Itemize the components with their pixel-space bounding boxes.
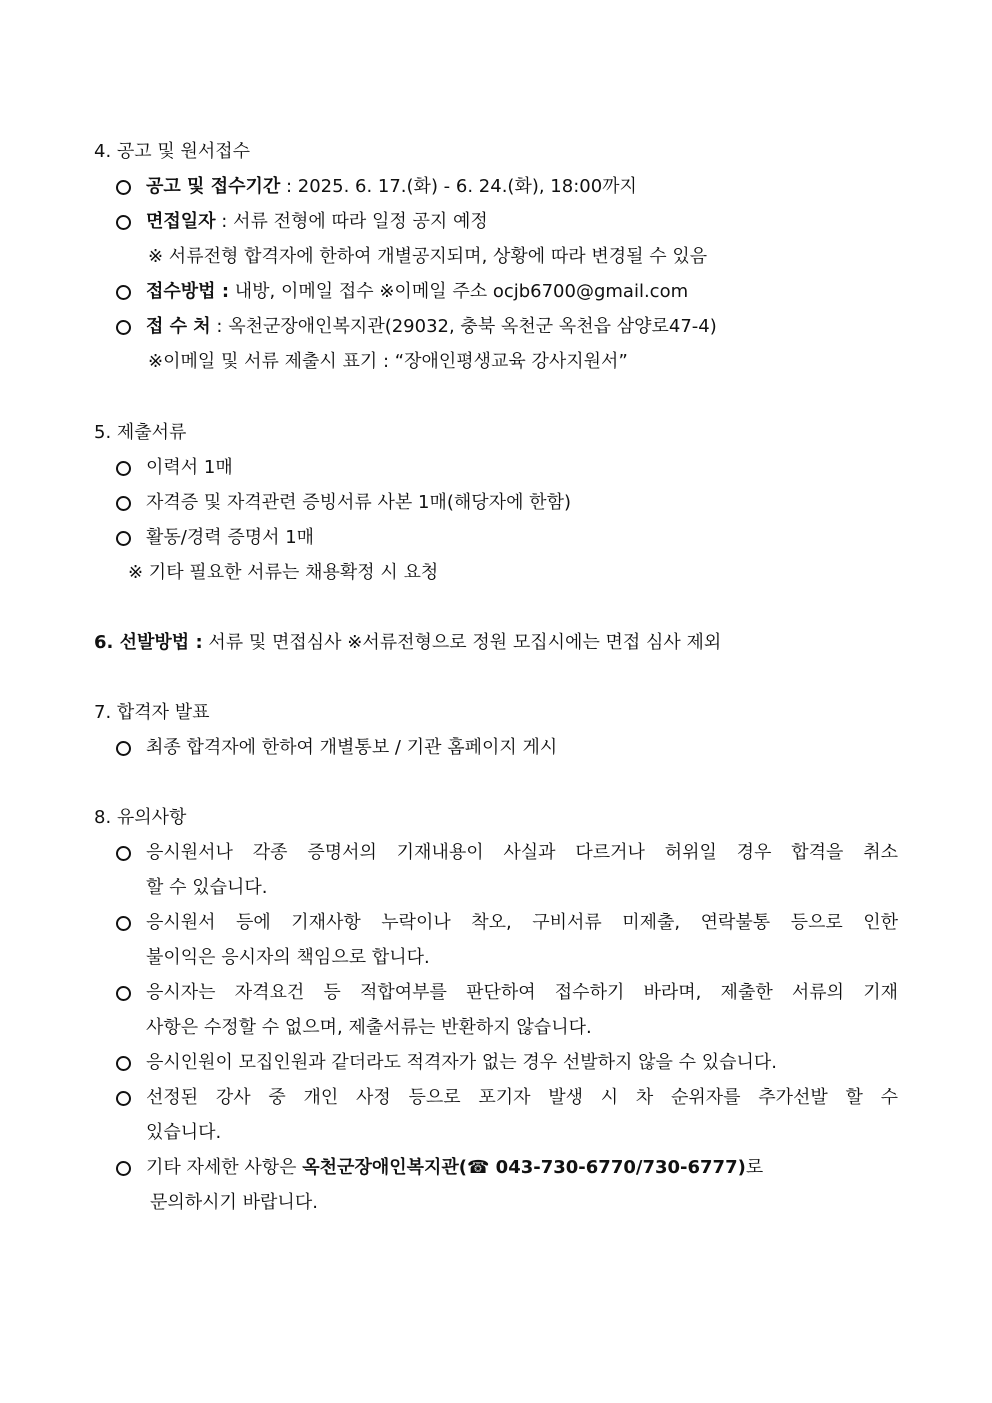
section-7-title: 7. 합격자 발표: [94, 702, 210, 723]
circle-bullet-icon: [114, 1052, 132, 1074]
doc-item-2: 자격증 및 자격관련 증빙서류 사본 1매(해당자에 한함): [146, 492, 571, 513]
place-label: 접 수 처: [146, 316, 211, 337]
notice-5-line-2: 있습니다.: [146, 1122, 222, 1143]
notice-6-line-1: [146, 1157, 763, 1179]
interview-row: [146, 211, 488, 233]
method-label: 접수방법 :: [146, 281, 230, 302]
circle-bullet-icon: [114, 211, 132, 233]
section-6-value: 서류 및 면접심사 ※서류전형으로 정원 모집시에는 면접 심사 제외: [202, 632, 722, 653]
section-8-title: 8. 유의사항: [94, 807, 187, 828]
interview-note: ※ 서류전형 합격자에 한하여 개별공지되며, 상황에 따라 변경될 수 있음: [148, 246, 708, 267]
period-row: [146, 176, 637, 198]
period-label: 공고 및 접수기간: [146, 176, 281, 197]
notice-6-prefix: 기타 자세한 사항은: [146, 1157, 303, 1178]
doc-item-1: 이력서 1매: [146, 457, 233, 478]
section-5-title: 5. 제출서류: [94, 422, 187, 443]
contact-info: 옥천군장애인복지관(☎ 043-730-6770/730-6777): [302, 1157, 746, 1178]
circle-bullet-icon: [114, 457, 132, 479]
notice-1-line-2: 할 수 있습니다.: [146, 877, 268, 898]
circle-bullet-icon: [114, 737, 132, 759]
circle-bullet-icon: [114, 842, 132, 864]
circle-bullet-icon: [114, 492, 132, 514]
notice-4: 응시인원이 모집인원과 같더라도 적격자가 없는 경우 선발하지 않을 수 있습니다.: [146, 1052, 778, 1073]
doc-note: ※ 기타 필요한 서류는 채용확정 시 요청: [128, 562, 439, 583]
notice-3-line-1: 응시자는 자격요건 등 적합여부를 판단하여 접수하기 바라며, 제출한 서류의 기재: [146, 982, 898, 1003]
interview-label: 면접일자: [146, 211, 216, 232]
section-4-title: 4. 공고 및 원서접수: [94, 141, 251, 162]
circle-bullet-icon: [114, 527, 132, 549]
circle-bullet-icon: [114, 281, 132, 303]
notice-6-line-2: 문의하시기 바랍니다.: [150, 1192, 318, 1213]
place-row: [146, 316, 717, 338]
section-6-title: 6. 선발방법 :: [94, 632, 203, 653]
notice-1-line-1: 응시원서나 각종 증명서의 기재내용이 사실과 다르거나 허위일 경우 합격을 취소: [146, 842, 898, 863]
notice-3-line-2: 사항은 수정할 수 없으며, 제출서류는 반환하지 않습니다.: [146, 1017, 592, 1038]
circle-bullet-icon: [114, 176, 132, 198]
circle-bullet-icon: [114, 982, 132, 1004]
circle-bullet-icon: [114, 1087, 132, 1109]
section-6-row: [94, 632, 721, 654]
period-value: : 2025. 6. 17.(화) - 6. 24.(화), 18:00까지: [280, 176, 637, 197]
notice-2-line-1: 응시원서 등에 기재사항 누락이나 착오, 구비서류 미제출, 연락불통 등으로 인한: [146, 912, 898, 933]
notice-2-line-2: 불이익은 응시자의 책임으로 합니다.: [146, 947, 430, 968]
interview-value: : 서류 전형에 따라 일정 공지 예정: [215, 211, 488, 232]
method-row: [146, 281, 688, 303]
place-note: ※이메일 및 서류 제출시 표기 : “장애인평생교육 강사지원서”: [148, 351, 628, 372]
circle-bullet-icon: [114, 912, 132, 934]
place-value: : 옥천군장애인복지관(29032, 충북 옥천군 옥천읍 삼양로47-4): [210, 316, 717, 337]
method-value: 내방, 이메일 접수 ※이메일 주소 ocjb6700@gmail.com: [229, 281, 689, 302]
notice-6-suffix: 로: [745, 1157, 764, 1178]
circle-bullet-icon: [114, 1157, 132, 1179]
doc-item-3: 활동/경력 증명서 1매: [146, 527, 315, 548]
announce-item: 최종 합격자에 한하여 개별통보 / 기관 홈페이지 게시: [146, 737, 558, 758]
notice-5-line-1: 선정된 강사 중 개인 사정 등으로 포기자 발생 시 차 순위자를 추가선발 할 수: [146, 1087, 898, 1108]
circle-bullet-icon: [114, 316, 132, 338]
